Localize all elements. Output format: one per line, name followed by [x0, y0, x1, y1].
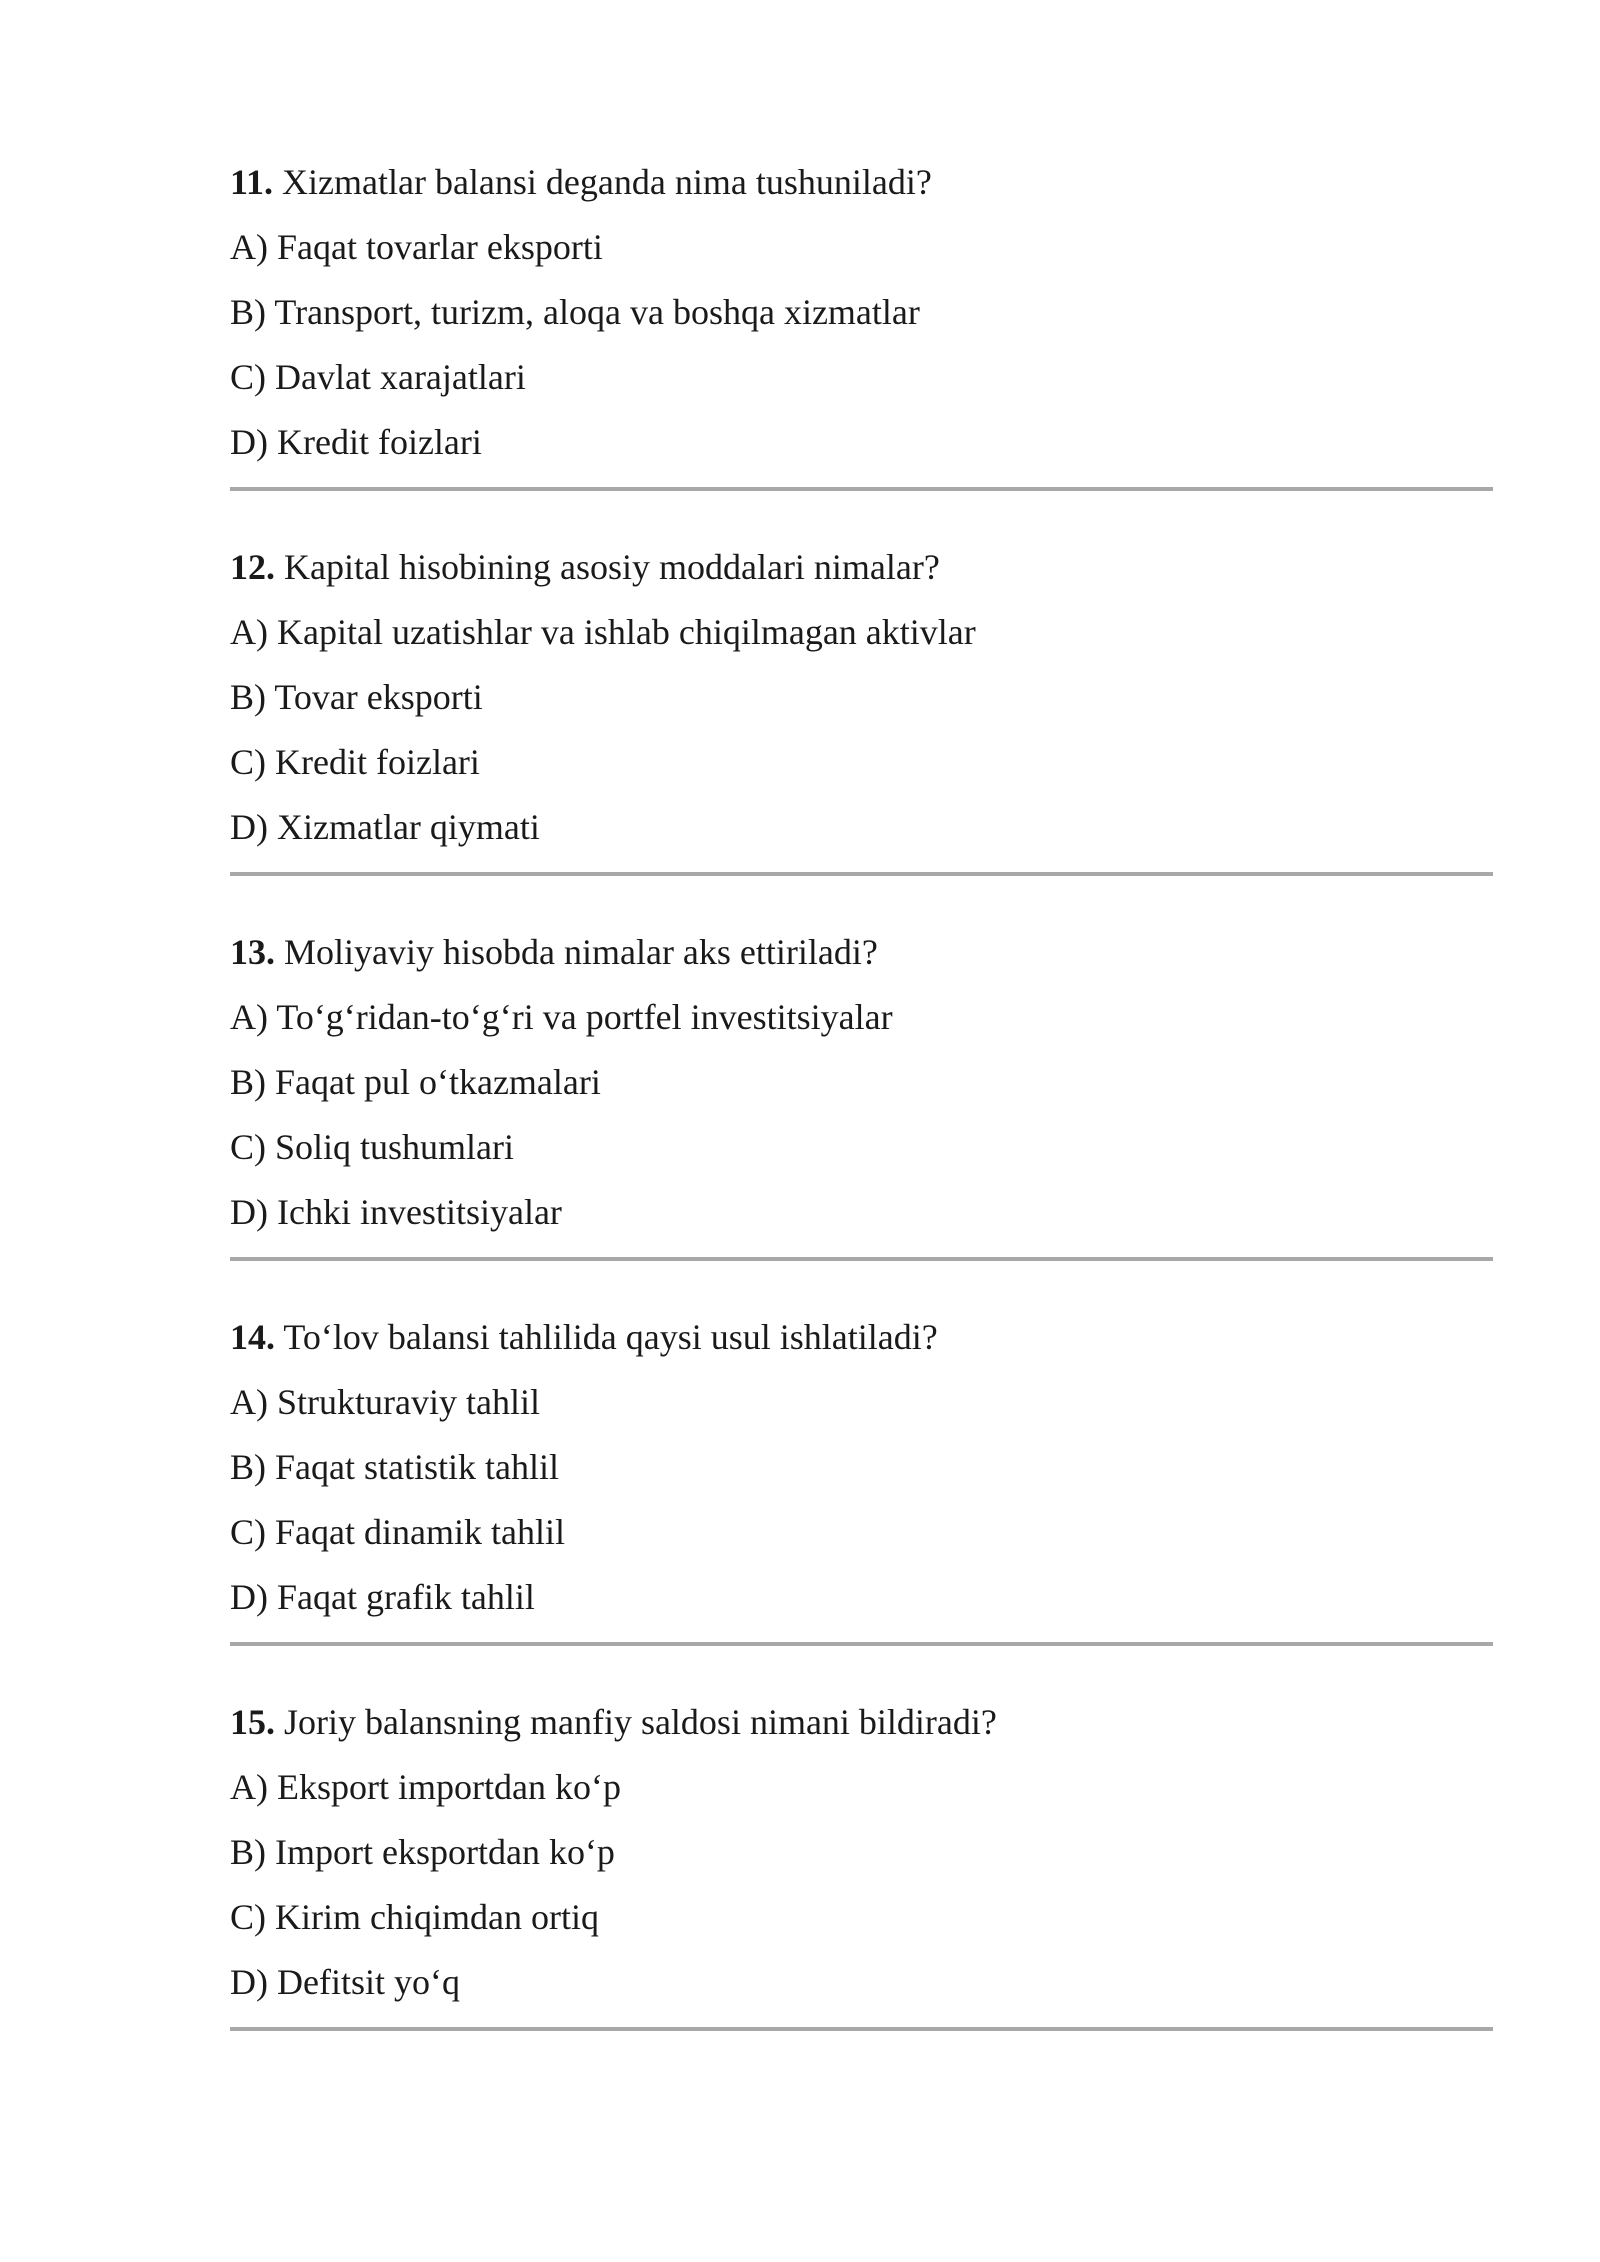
- answer-option-c: C) Faqat dinamik tahlil: [230, 1512, 565, 1552]
- answer-option-d: D) Faqat grafik tahlil: [230, 1577, 535, 1617]
- answer-option-c: C) Soliq tushumlari: [230, 1127, 515, 1167]
- section-divider: [230, 1642, 1493, 1646]
- answer-option-d: D) Ichki investitsiyalar: [230, 1192, 562, 1232]
- section-divider: [230, 872, 1493, 876]
- question-title: [230, 1690, 1493, 1755]
- question-number: 15.: [230, 1702, 275, 1742]
- question-block-14: [230, 1305, 1493, 1646]
- answer-option-c: C) Kredit foizlari: [230, 742, 480, 782]
- answer-option-b: B) Faqat statistik tahlil: [230, 1447, 559, 1487]
- answer-option-d: D) Kredit foizlari: [230, 422, 482, 462]
- answer-option-a: A) Eksport importdan ko‘p: [230, 1767, 621, 1807]
- question-block-11: [230, 150, 1493, 491]
- answer-option-d: D) Defitsit yo‘q: [230, 1962, 460, 2002]
- question-block-15: [230, 1690, 1493, 2031]
- answer-option-b: B) Transport, turizm, aloqa va boshqa xizmatlar: [230, 292, 920, 332]
- question-block-12: [230, 535, 1493, 876]
- question-number: 11.: [230, 162, 274, 202]
- section-divider: [230, 1257, 1493, 1261]
- answer-option-a: A) Strukturaviy tahlil: [230, 1382, 540, 1422]
- answer-option-a: A) Faqat tovarlar eksporti: [230, 227, 603, 267]
- question-number: 12.: [230, 547, 275, 587]
- question-text: Kapital hisobining asosiy moddalari nimalar?: [275, 547, 940, 587]
- answer-option-d: D) Xizmatlar qiymati: [230, 807, 540, 847]
- question-title: [230, 1305, 1493, 1370]
- section-divider: [230, 2027, 1493, 2031]
- question-text: Joriy balansning manfiy saldosi nimani bildiradi?: [275, 1702, 997, 1742]
- question-text: Xizmatlar balansi deganda nima tushuniladi?: [273, 162, 932, 202]
- question-text: To‘lov balansi tahlilida qaysi usul ishlatiladi?: [275, 1317, 938, 1357]
- document-page: [230, 150, 1493, 2075]
- section-divider: [230, 487, 1493, 491]
- question-title: [230, 150, 1493, 215]
- answer-option-a: A) To‘g‘ridan-to‘g‘ri va portfel investitsiyalar: [230, 997, 893, 1037]
- answer-option-c: C) Davlat xarajatlari: [230, 357, 526, 397]
- question-number: 14.: [230, 1317, 275, 1357]
- answer-option-b: B) Import eksportdan ko‘p: [230, 1832, 615, 1872]
- answer-option-a: A) Kapital uzatishlar va ishlab chiqilmagan aktivlar: [230, 612, 976, 652]
- question-number: 13.: [230, 932, 275, 972]
- answer-option-c: C) Kirim chiqimdan ortiq: [230, 1897, 599, 1937]
- answer-option-b: B) Faqat pul o‘tkazmalari: [230, 1062, 601, 1102]
- question-block-13: [230, 920, 1493, 1261]
- question-text: Moliyaviy hisobda nimalar aks ettiriladi?: [275, 932, 878, 972]
- answer-option-b: B) Tovar eksporti: [230, 677, 483, 717]
- question-title: [230, 535, 1493, 600]
- question-title: [230, 920, 1493, 985]
